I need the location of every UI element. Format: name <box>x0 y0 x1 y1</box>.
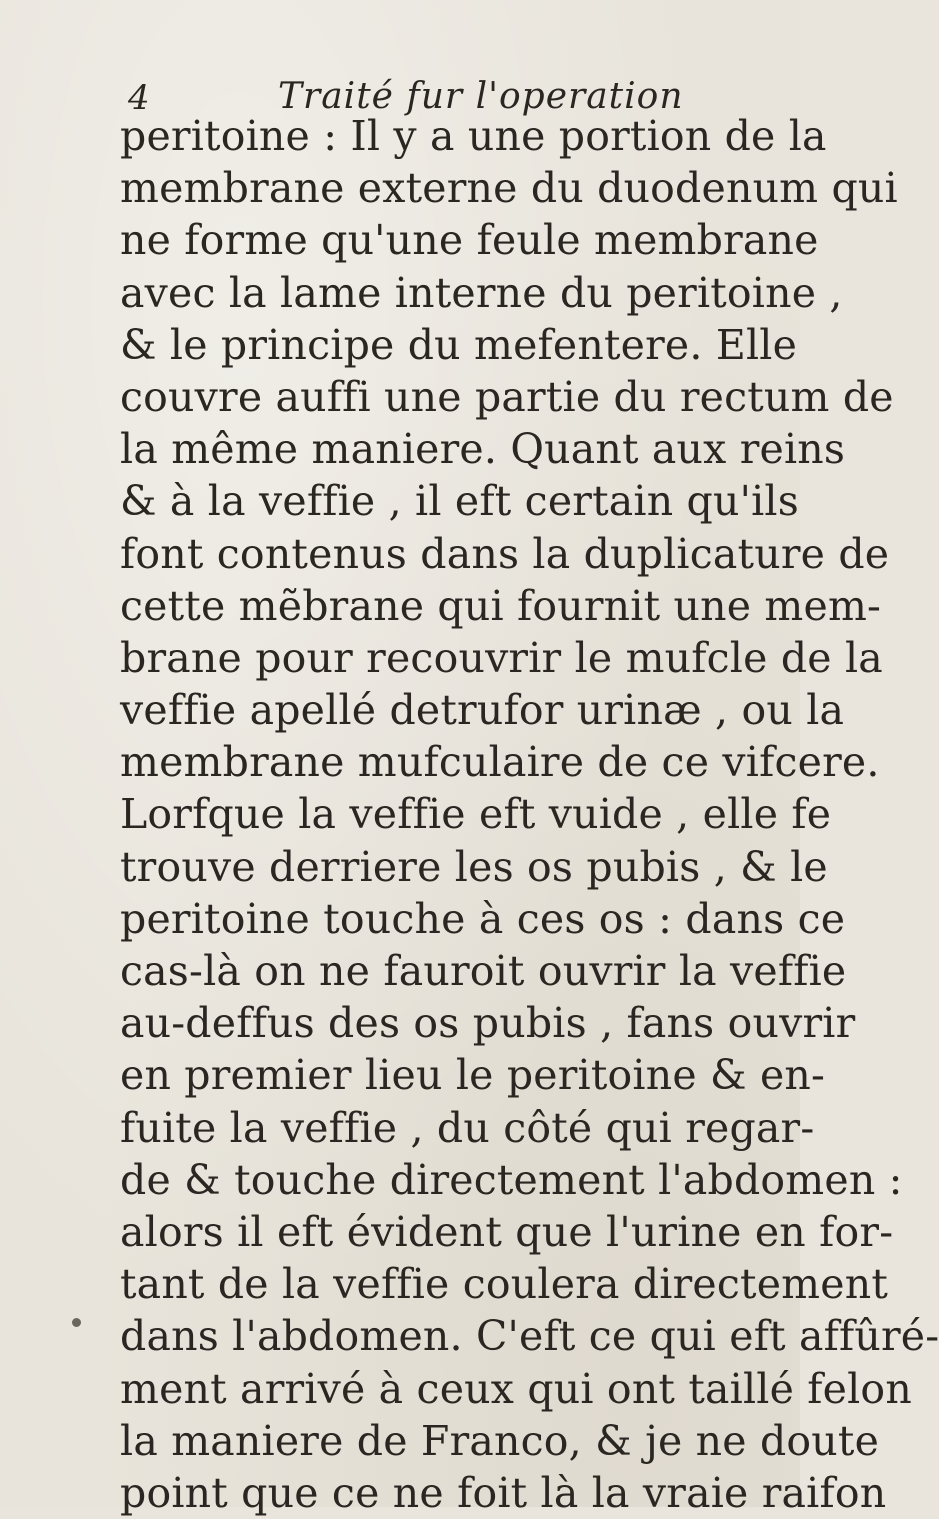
text-line: alors il eft évident que l'urine en for- <box>120 1207 894 1256</box>
text-line: couvre auffi une partie du rectum de <box>120 372 894 421</box>
text-line: la maniere de Franco, & je ne doute <box>120 1416 880 1465</box>
text-line: de & touche directement l'abdomen : <box>120 1155 903 1204</box>
text-line: membrane mufculaire de ce vifcere. <box>120 738 880 787</box>
text-line: brane pour recouvrir le mufcle de la <box>120 633 883 682</box>
text-line: membrane externe du duodenum qui <box>120 164 898 213</box>
text-line: cette mẽbrane qui fournit une mem- <box>120 581 882 630</box>
text-line: point que ce ne foit là la vraie raifon <box>120 1468 887 1517</box>
page-number: 4 <box>128 78 150 118</box>
text-line: fuite la veffie , du côté qui regar- <box>120 1103 815 1152</box>
text-line: la même maniere. Quant aux reins <box>120 425 846 474</box>
body-text <box>120 110 939 1519</box>
text-line: veffie apellé detrufor urinæ , ou la <box>120 686 845 735</box>
text-line: Lorfque la veffie eft vuide , elle fe <box>120 790 832 839</box>
text-line: trouve derriere les os pubis , & le <box>120 842 828 891</box>
text-line: ment arrivé à ceux qui ont taillé felon <box>120 1364 912 1413</box>
ink-speck <box>72 1318 81 1327</box>
text-line: peritoine : Il y a une portion de la <box>120 112 827 160</box>
text-line: & le principe du mefentere. Elle <box>120 320 798 369</box>
text-line: font contenus dans la duplicature de <box>120 529 890 578</box>
text-line: ne forme qu'une feule membrane <box>120 216 819 265</box>
text-line: peritoine touche à ces os : dans ce <box>120 894 846 943</box>
running-head: Traité fur l'operation <box>278 76 684 117</box>
text-line: tant de la veffie coulera directement <box>120 1260 889 1309</box>
text-line: & à la veffie , il eft certain qu'ils <box>120 477 799 526</box>
text-line: dans l'abdomen. C'eft ce qui eft affûré- <box>120 1312 939 1361</box>
text-line: avec la lame interne du peritoine , <box>120 268 843 317</box>
text-line: en premier lieu le peritoine & en- <box>120 1051 826 1100</box>
text-line: cas-là on ne fauroit ouvrir la veffie <box>120 947 847 995</box>
text-line: au-deffus des os pubis , fans ouvrir <box>120 999 856 1048</box>
